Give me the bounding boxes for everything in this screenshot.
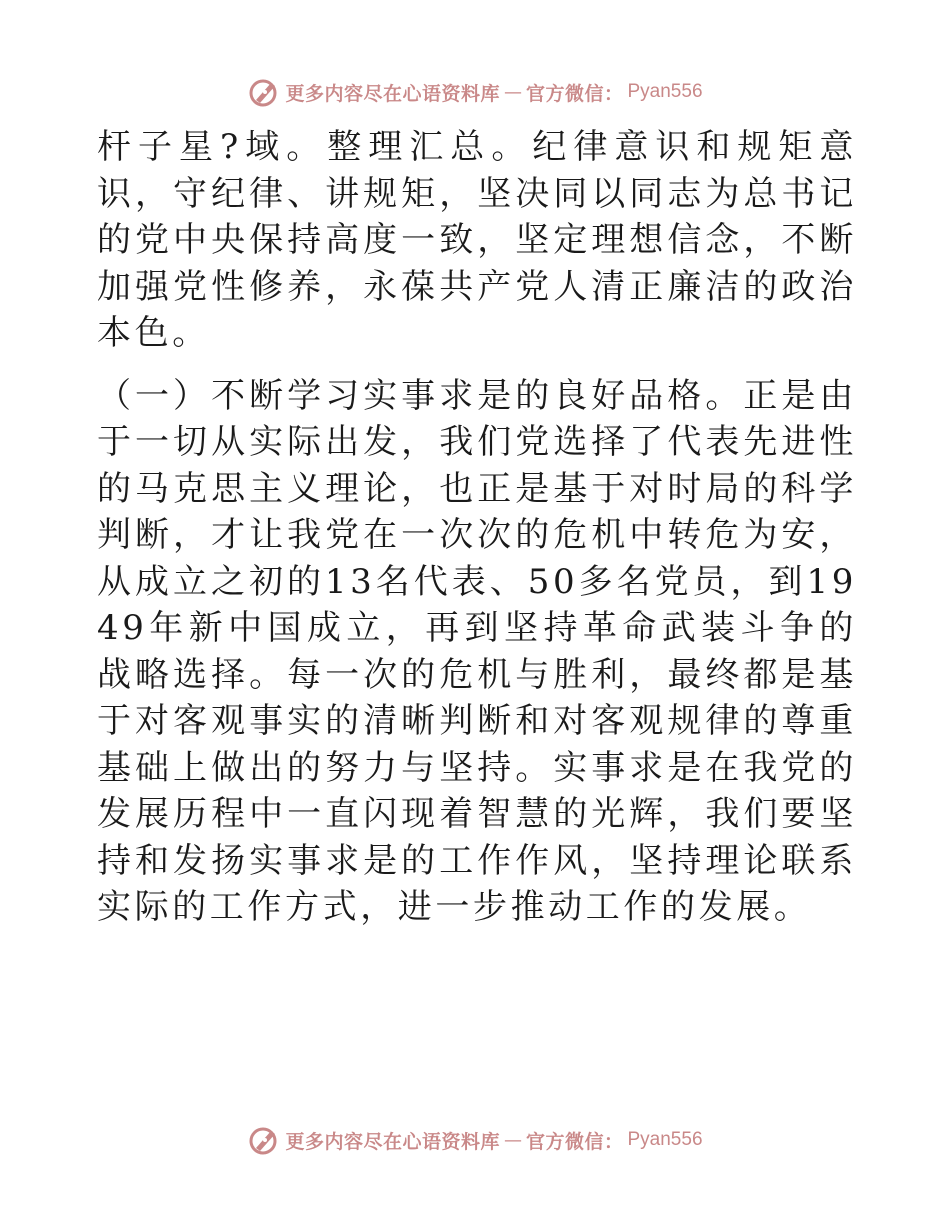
paragraph-continuation: 杆子星?域。整理汇总。纪律意识和规矩意识，守纪律、讲规矩，坚决同以同志为总书记的党中央保持高度一致，坚定理想信念，不断加强党性修养，永葆共产党人清正廉洁的政治本色。 — [97, 127, 857, 353]
watermark-title: 更多内容尽在心语资料库 — [285, 82, 500, 105]
footer-watermark — [0, 1120, 950, 1160]
watermark-separator: — — [503, 81, 522, 103]
watermark-label: 官方微信： — [525, 82, 624, 105]
paragraph-section-one: （一）不断学习实事求是的良好品格。正是由于一切从实际出发，我们党选择了代表先进性的马克思主义理论，也正是基于对时局的科学判断，才让我党在一次次的危机中转危为安，从成立之初的13名代表、50多名党员，到1949年新中国成立，再到坚持革命武装斗争的战略选择。每一次的危机与胜利，最终都是基于对客观事实的清晰判断和对客观规律的尊重基础上做出的努力与坚持。实事求是在我党的发展历程中一直闪现着智慧的光辉，我们要坚持和发扬实事求是的工作作风，坚持理论联系实际的工作方式，进一步推动工作的发展。 — [97, 375, 857, 927]
header-watermark — [0, 72, 950, 112]
watermark-account: Pyan556 — [627, 81, 703, 102]
watermark-title: 更多内容尽在心语资料库 — [285, 1130, 500, 1153]
watermark-account: Pyan556 — [627, 1129, 703, 1150]
pen-nib-circle-logo-icon — [247, 75, 281, 109]
watermark-separator: — — [503, 1129, 522, 1151]
watermark-label: 官方微信： — [525, 1130, 624, 1153]
pen-nib-circle-logo-icon — [247, 1123, 281, 1157]
document-body — [97, 124, 857, 931]
